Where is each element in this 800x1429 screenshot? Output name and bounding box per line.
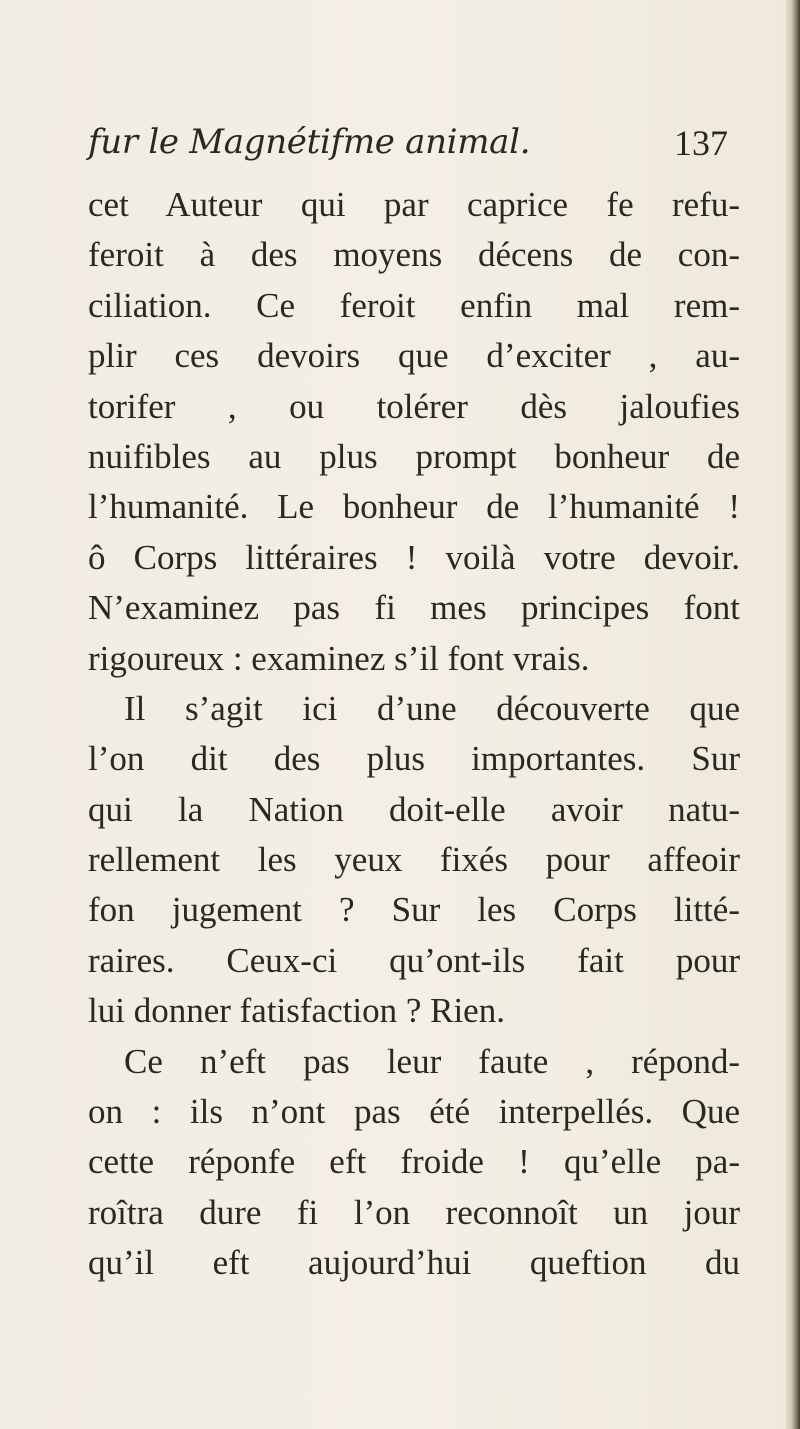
text-line: N’examinez pas fi mes principes font	[88, 588, 740, 628]
text-line: feroit à des moyens décens de con-	[88, 235, 740, 275]
text-line: fon jugement ? Sur les Corps litté-	[88, 890, 740, 930]
text-line: ô Corps littéraires ! voilà votre devoir.	[88, 537, 740, 577]
text-line: qu’il eft aujourd’hui queftion du	[88, 1243, 740, 1283]
page-edge-shadow	[786, 0, 800, 1429]
text-line: cette réponfe eft froide ! qu’elle pa-	[88, 1142, 740, 1182]
text-line: cet Auteur qui par caprice fe refu-	[88, 185, 740, 224]
text-line: qui la Nation doit-elle avoir natu-	[88, 789, 740, 829]
page-header	[88, 122, 728, 172]
text-line: nuifibles au plus prompt bonheur de	[88, 436, 740, 476]
text-line: raires. Ceux-ci qu’ont-ils fait pour	[88, 940, 740, 980]
text-line: Il s’agit ici d’une découverte que	[124, 688, 740, 728]
body-text	[88, 180, 740, 1289]
text-line: plir ces devoirs que d’exciter , au-	[88, 336, 740, 376]
text-line: rellement les yeux fixés pour affeoir	[88, 840, 740, 880]
text-line: l’humanité. Le bonheur de l’humanité !	[88, 487, 740, 527]
text-line: on : ils n’ont pas été interpellés. Que	[88, 1092, 740, 1132]
running-title: fur le Magnétifme animal.	[88, 122, 531, 162]
text-line: rigoureux : examinez s’il font vrais.	[88, 638, 590, 678]
text-line: Ce n’eft pas leur faute , répond-	[124, 1041, 740, 1081]
text-line: l’on dit des plus importantes. Sur	[88, 739, 740, 779]
text-line: torifer , ou tolérer dès jaloufies	[88, 386, 740, 426]
text-line: roîtra dure fi l’on reconnoît un jour	[88, 1192, 740, 1232]
text-line: ciliation. Ce feroit enfin mal rem-	[88, 285, 740, 325]
page-number: 137	[674, 123, 728, 163]
text-line: lui donner fatisfaction ? Rien.	[88, 991, 505, 1031]
